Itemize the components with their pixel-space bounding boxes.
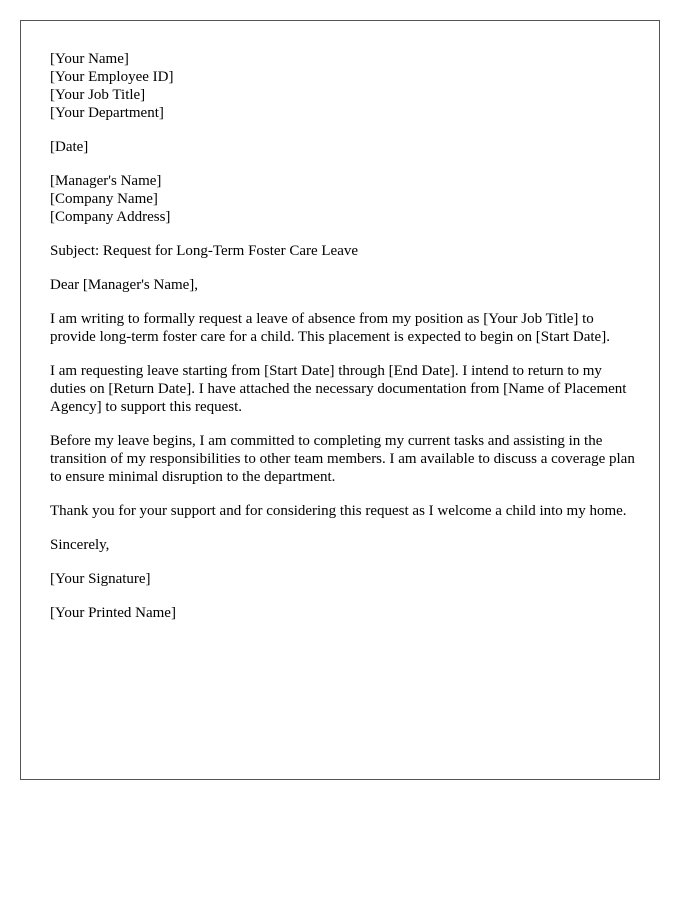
letter-content [50, 50, 640, 638]
body-paragraph-3: Before my leave begins, I am committed to completing my current tasks and assisting in the transition of my responsibilities to other team members. I am available to discuss a coverage plan to ensure minimal disruption to the department. [50, 433, 635, 485]
recipient-company-address: [Company Address] [50, 209, 171, 225]
body-paragraph-2: I am requesting leave starting from [Start Date] through [End Date]. I intend to return to my duties on [Return Date]. I have attached the necessary documentation from [Name of Placement Agency] to support this request. [50, 363, 627, 415]
body-paragraph-4: Thank you for your support and for considering this request as I welcome a child into my home. [50, 503, 627, 519]
subject-line: Subject: Request for Long-Term Foster Care Leave [50, 243, 359, 259]
signature: [Your Signature] [50, 571, 151, 587]
recipient-manager-name: [Manager's Name] [50, 173, 162, 189]
sender-block [50, 50, 640, 122]
closing: Sincerely, [50, 537, 110, 553]
recipient-block [50, 172, 640, 226]
letter-date: [Date] [50, 139, 89, 155]
sender-employee-id: [Your Employee ID] [50, 69, 174, 85]
sender-department: [Your Department] [50, 105, 164, 121]
recipient-company-name: [Company Name] [50, 191, 158, 207]
printed-name: [Your Printed Name] [50, 605, 176, 621]
body-paragraph-1: I am writing to formally request a leave of absence from my position as [Your Job Title] to provide long-term foster care for a child. This placement is expected to begin on [Start Date]. [50, 311, 610, 345]
salutation: Dear [Manager's Name], [50, 277, 199, 293]
letter-page [20, 20, 660, 780]
sender-name: [Your Name] [50, 51, 129, 67]
sender-job-title: [Your Job Title] [50, 87, 146, 103]
